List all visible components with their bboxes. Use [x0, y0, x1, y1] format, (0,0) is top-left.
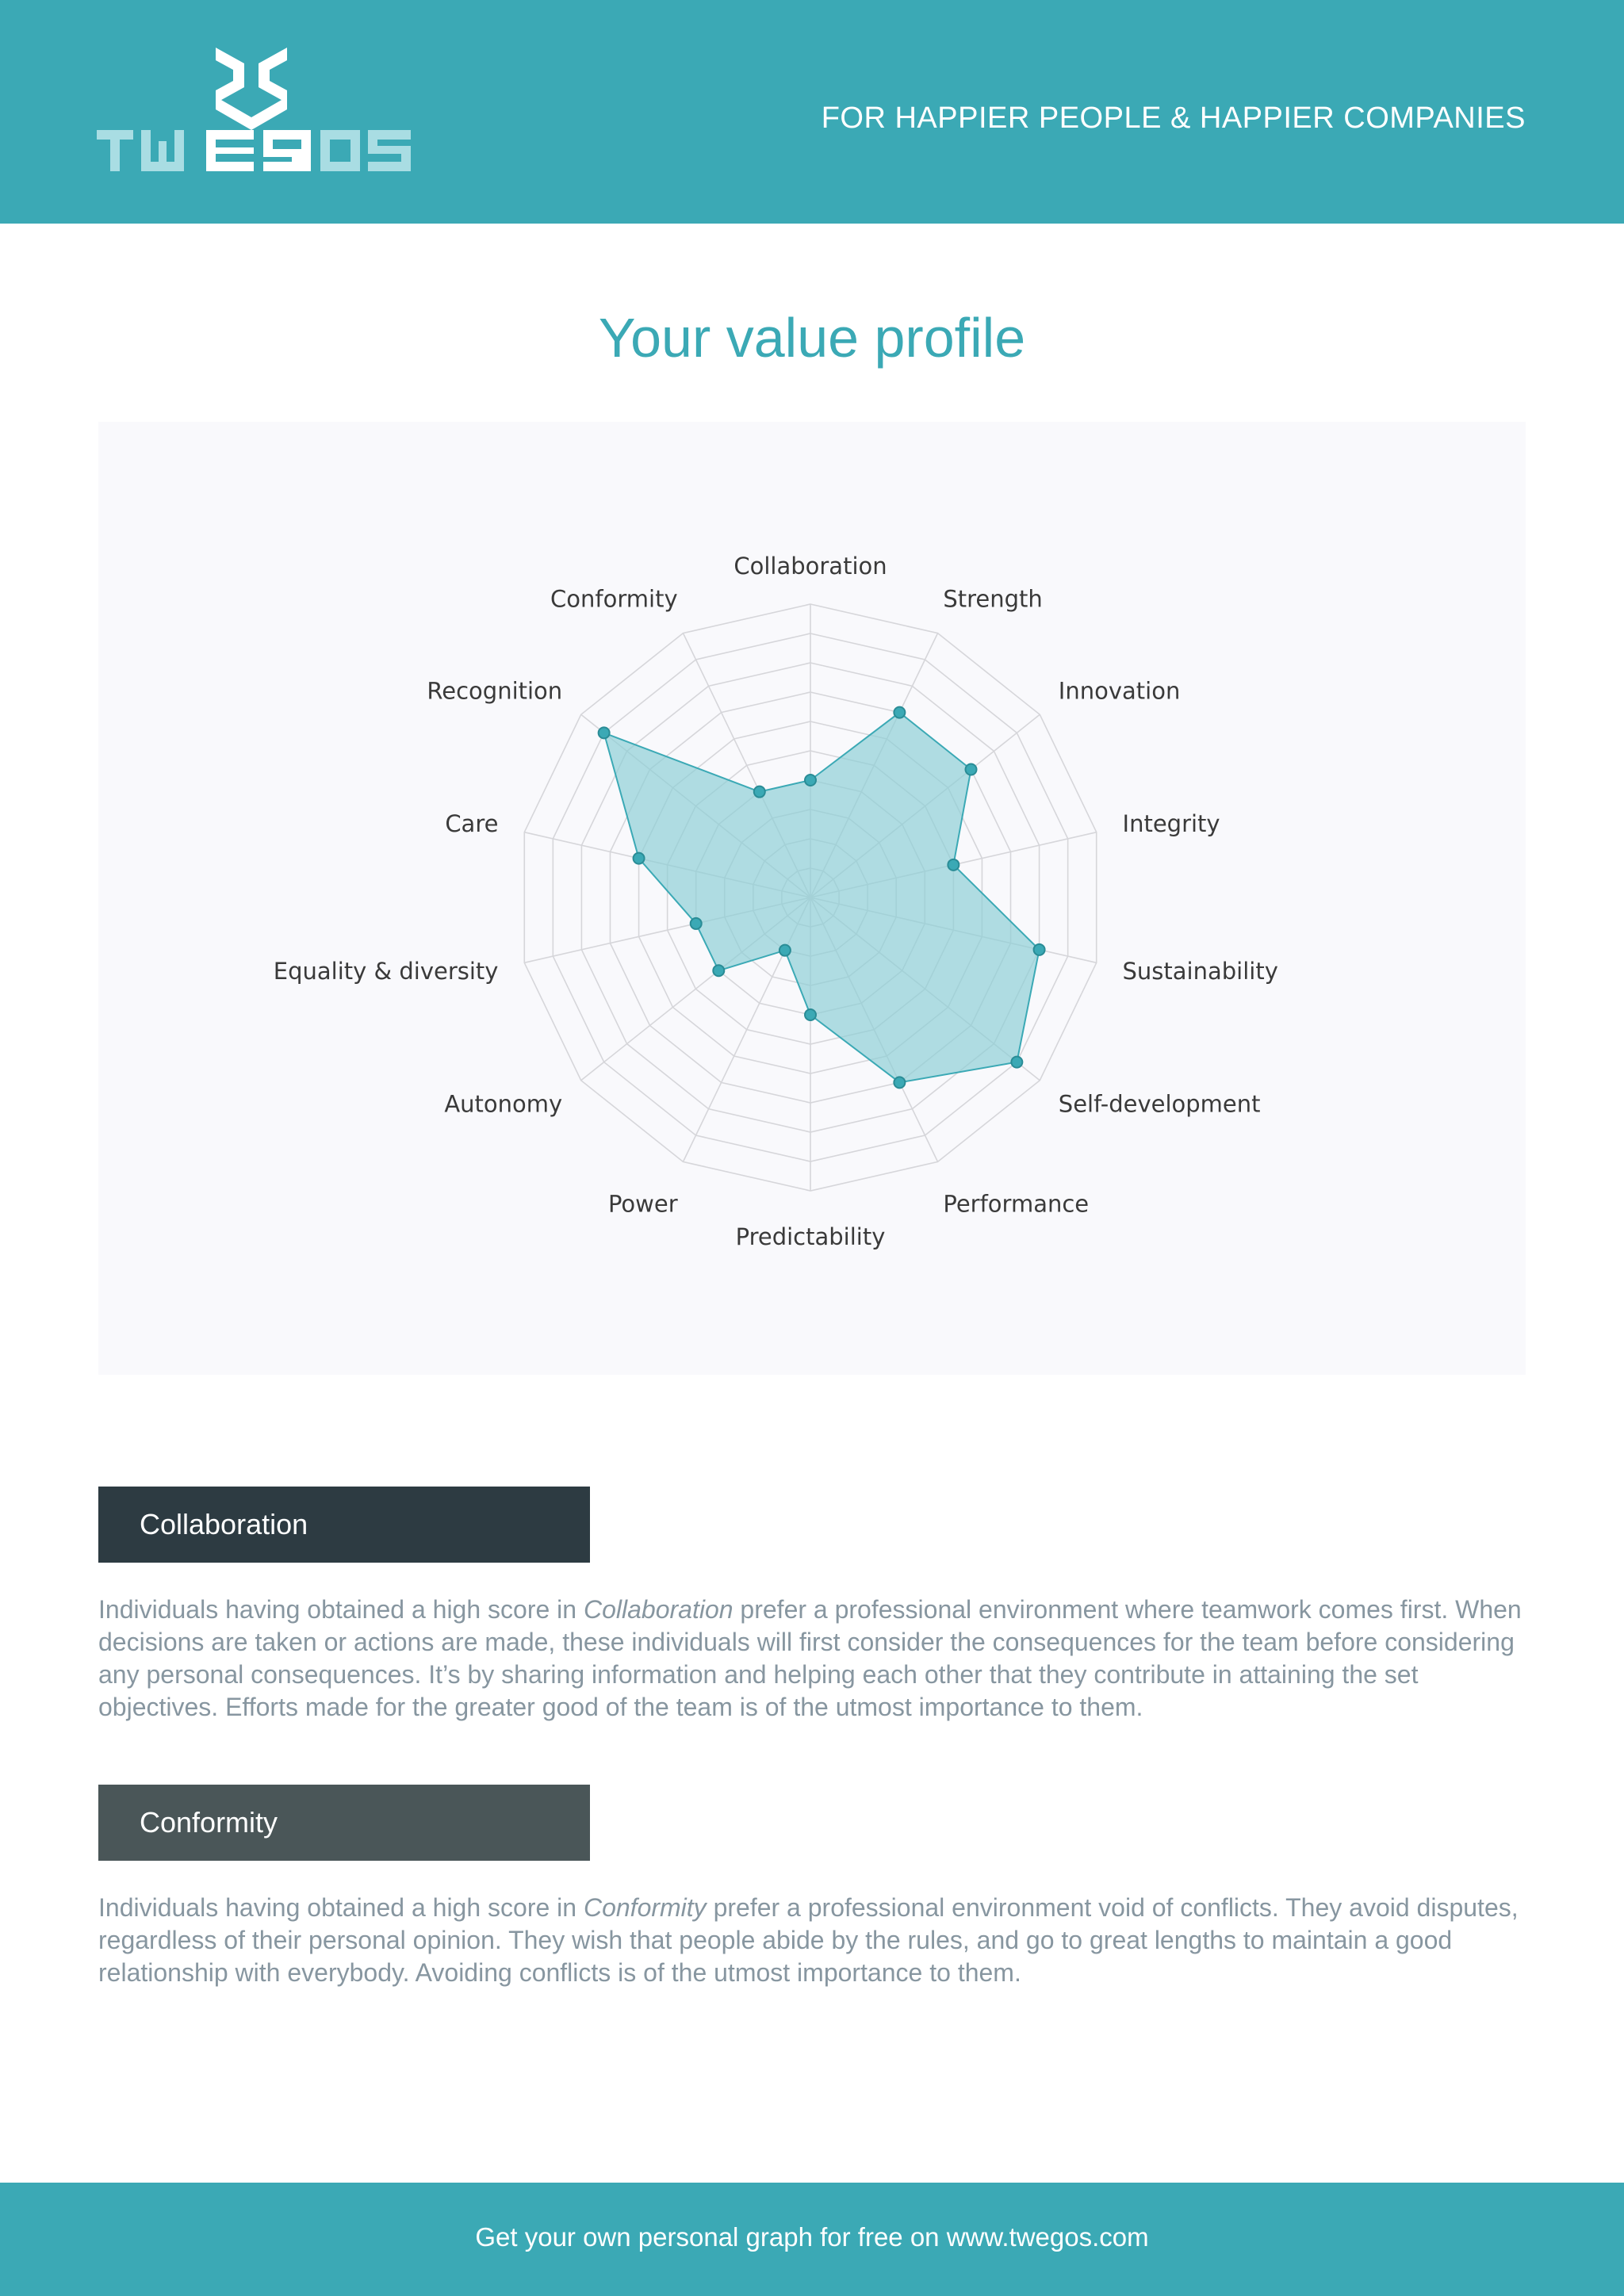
- section-header-collaboration: Collaboration: [98, 1487, 590, 1563]
- radar-chart-panel: [98, 422, 1526, 1375]
- logo-wordmark: [97, 130, 411, 171]
- page-header: [0, 0, 1624, 224]
- radar-category-label: Equality & diversity: [273, 958, 499, 985]
- radar-chart: [98, 422, 1526, 1375]
- radar-data-point: [713, 965, 724, 976]
- radar-category-label: Conformity: [550, 585, 678, 613]
- radar-data-point: [779, 945, 791, 956]
- radar-category-label: Innovation: [1058, 677, 1181, 705]
- radar-category-label: Care: [445, 809, 499, 837]
- radar-category-label: Collaboration: [733, 553, 887, 580]
- section-text-after: prefer a professional environment void of conflicts. They avoid disputes, regardless of their personal opinion. They wish that people abide by the rules, and go to great lengths to maintain a good relationship with everybody. Avoiding conflicts is of the utmost importance to them.: [98, 1893, 1519, 1987]
- page-footer: [0, 2183, 1624, 2296]
- radar-data-point: [1011, 1057, 1022, 1068]
- radar-data-point: [634, 853, 645, 864]
- section-text-emphasis: Conformity: [583, 1893, 707, 1922]
- radar-data-point: [894, 707, 905, 718]
- radar-category-label: Recognition: [427, 677, 563, 705]
- footer-link-text[interactable]: Get your own personal graph for free on www.twegos.com: [475, 2222, 1149, 2252]
- header-tagline: FOR HAPPIER PEOPLE & HAPPIER COMPANIES: [821, 101, 1526, 135]
- section-text-after: prefer a professional environment where teamwork comes first. When decisions are taken or actions are made, these individuals will first consider the consequences for the team before considering any personal consequences. It’s by sharing information and helping each other that they contribute in attaining the set objectives. Efforts made for the greater good of the team is of the utmost importance to them.: [98, 1595, 1522, 1721]
- radar-data-point: [948, 859, 959, 871]
- radar-category-label: Autonomy: [444, 1090, 563, 1118]
- section-text-emphasis: Collaboration: [583, 1595, 733, 1624]
- radar-category-label: Integrity: [1122, 809, 1220, 837]
- logo-emblem-icon: [216, 48, 287, 130]
- radar-data-point: [1034, 944, 1045, 955]
- radar-data-point: [754, 786, 765, 798]
- radar-category-label: Performance: [943, 1190, 1090, 1218]
- radar-data-point: [805, 775, 816, 786]
- radar-data-point: [691, 918, 702, 929]
- radar-category-label: Sustainability: [1122, 958, 1278, 985]
- section-text-before: Individuals having obtained a high score in: [98, 1595, 584, 1624]
- section-text-conformity: [98, 1892, 1526, 1989]
- radar-category-label: Self-development: [1058, 1090, 1261, 1118]
- section-text-before: Individuals having obtained a high score in: [98, 1893, 584, 1922]
- radar-data-point: [805, 1009, 816, 1020]
- twegos-logo[interactable]: [97, 46, 411, 174]
- page-title: Your value profile: [598, 307, 1026, 369]
- radar-category-label: Predictability: [735, 1223, 886, 1250]
- section-text-collaboration: [98, 1594, 1526, 1724]
- radar-category-label: Power: [607, 1190, 678, 1218]
- radar-category-label: Strength: [943, 585, 1043, 613]
- radar-data-point: [965, 764, 976, 775]
- radar-data-point: [599, 727, 610, 738]
- radar-data-point: [894, 1077, 905, 1088]
- section-header-conformity: Conformity: [98, 1785, 590, 1861]
